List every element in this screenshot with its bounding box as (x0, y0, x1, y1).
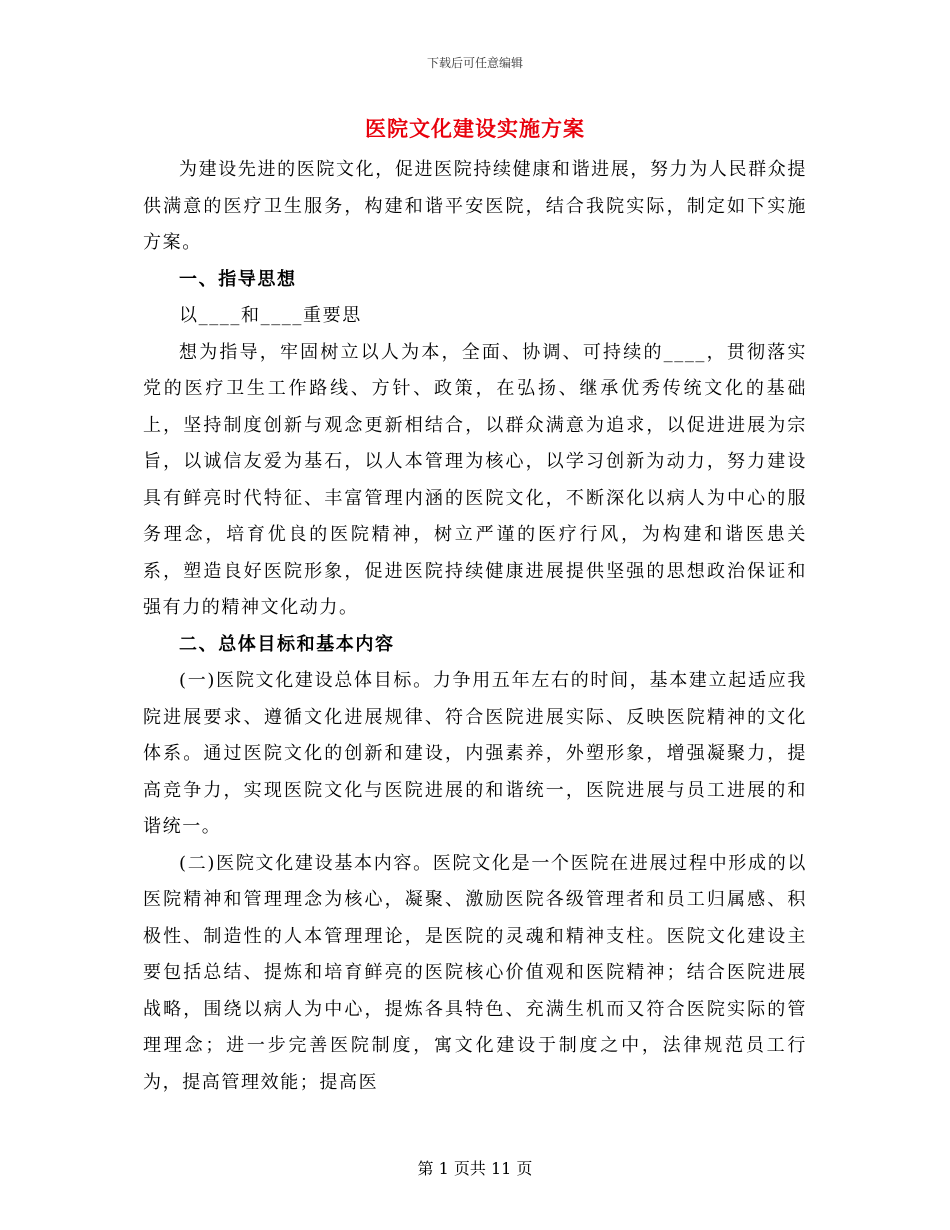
document-title: 医院文化建设实施方案 (365, 116, 585, 141)
header-note: 下载后可任意编辑 (426, 56, 523, 70)
intro-paragraph: 为建设先进的医院文化，促进医院持续健康和谐进展，努力为人民群众提供满意的医疗卫生服务，构建和谐平安医院，结合我院实际，制定如下实施方案。 (143, 159, 807, 253)
section2-paragraph-2: (二)医院文化建设基本内容。医院文化是一个医院在进展过程中形成的以医院精神和管理理念为核心，凝聚、激励医院各级管理者和员工归属感、积极性、制造性的人本管理理论，是医院的灵魂和精神支柱。医院文化建设主要包括总结、提炼和培育鲜亮的医院核心价值观和医院精神；结合医院进展战略，围绕以病人为中心，提炼各具特色、充满生机而又符合医院实际的管理理念；进一步完善医院制度，寓文化建设于制度之中，法律规范员工行为，提高管理效能；提高医 (143, 852, 807, 1093)
document-body (143, 152, 807, 1101)
section-heading-guiding-ideology: 一、指导思想 (179, 268, 297, 290)
section-heading-goals: 二、总体目标和基本内容 (179, 633, 395, 655)
section1-first-line: 以____和____重要思 (179, 305, 362, 326)
section2-paragraph-1: (一)医院文化建设总体目标。力争用五年左右的时间，基本建立起适应我院进展要求、遵循文化进展规律、符合医院进展实际、反映医院精神的文化体系。通过医院文化的创新和建设，内强素养，外塑形象，增强凝聚力，提高竞争力，实现医院文化与医院进展的和谐统一，医院进展与员工进展的和谐统一。 (143, 670, 807, 837)
page-number: 第 1 页共 11 页 (417, 1159, 533, 1178)
section1-paragraph: 想为指导，牢固树立以人为本，全面、协调、可持续的____，贯彻落实党的医疗卫生工作路线、方针、政策，在弘扬、继承优秀传统文化的基础上，坚持制度创新与观念更新相结合，以群众满意为追求，以促进进展为宗旨，以诚信友爱为基石，以人本管理为核心，以学习创新为动力，努力建设具有鲜亮时代特征、丰富管理内涵的医院文化，不断深化以病人为中心的服务理念，培育优良的医院精神，树立严谨的医疗行风，为构建和谐医患关系，塑造良好医院形象，促进医院持续健康进展提供坚强的思想政治保证和强有力的精神文化动力。 (143, 341, 807, 618)
